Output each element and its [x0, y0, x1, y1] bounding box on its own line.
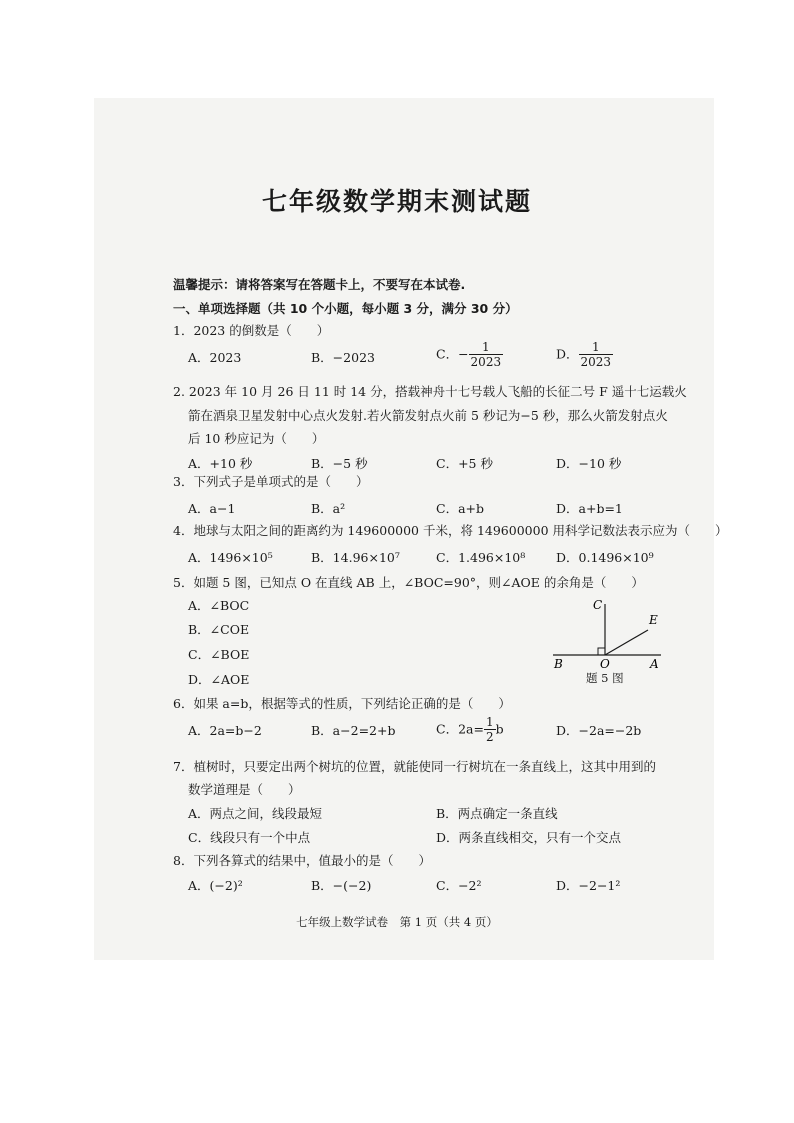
q3-option-a: A．a−1: [188, 501, 236, 516]
q1-option-d: [556, 340, 613, 369]
q8-stem: 8．下列各算式的结果中，值最小的是（ ）: [173, 853, 431, 868]
q5-option-a: A．∠BOC: [188, 598, 250, 613]
q7-option-d: D．两条直线相交，只有一个交点: [436, 830, 622, 845]
q7-line-2: 数学道理是（ ）: [188, 782, 301, 797]
q1-c-fraction: [469, 340, 504, 369]
label-e: E: [649, 613, 658, 627]
label-b: B: [554, 657, 563, 671]
ray-oe: [605, 630, 648, 655]
q2-option-d: D．−10 秒: [556, 456, 622, 471]
page-footer: 七年级上数学试卷 第 1 页（共 4 页）: [296, 915, 498, 929]
q1-option-a: A．2023: [188, 350, 242, 365]
q1-d-num: 1: [591, 340, 600, 354]
q4-option-b: B．14.96×10⁷: [311, 550, 400, 565]
q4-option-d: D．0.1496×10⁹: [556, 550, 654, 565]
q6-option-b: B．a−2=2+b: [311, 723, 396, 738]
q2-option-b: B．−5 秒: [311, 456, 368, 471]
q6-c-num: 1: [485, 715, 494, 729]
q6-option-d: D．−2a=−2b: [556, 723, 642, 738]
q1-d-label: D．: [556, 346, 579, 362]
q4-option-a: A．1496×10⁵: [188, 550, 273, 565]
q3-option-c: C．a+b: [436, 501, 484, 516]
q5-option-c: C．∠BOE: [188, 647, 250, 662]
q5-option-d: D．∠AOE: [188, 672, 250, 687]
q3-option-d: D．a+b=1: [556, 501, 623, 516]
q2-option-a: A．+10 秒: [188, 456, 253, 471]
q4-stem: 4．地球与太阳之间的距离约为 149600000 千米，将 149600000 用科学记数法表示应为（ ）: [173, 523, 728, 538]
q8-option-b: B．−(−2): [311, 878, 372, 893]
q1-option-c: [436, 340, 503, 369]
q7-option-a: A．两点之间，线段最短: [188, 806, 323, 821]
q2-line-2: 箭在酒泉卫星发射中心点火发射.若火箭发射点火前 5 秒记为−5 秒，那么火箭发射点火: [188, 408, 668, 423]
q5-figure-caption: 题 5 图: [586, 671, 624, 685]
q1-d-fraction: [579, 340, 614, 369]
q6-c-den: 2: [485, 730, 494, 744]
tip-text: 温馨提示：请将答案写在答题卡上，不要写在本试卷.: [173, 277, 466, 292]
q3-stem: 3．下列式子是单项式的是（ ）: [173, 474, 369, 489]
q7-option-c: C．线段只有一个中点: [188, 830, 311, 845]
q6-option-c: [436, 715, 504, 744]
q1-c-label: C．−: [436, 346, 469, 362]
q1-d-den: 2023: [580, 355, 612, 369]
q1-c-den: 2023: [470, 355, 502, 369]
q2-option-c: C．+5 秒: [436, 456, 493, 471]
page-title: 七年级数学期末测试题: [261, 187, 532, 216]
label-a: A: [650, 657, 659, 671]
q3-option-b: B．a²: [311, 501, 346, 516]
q1-stem: 1．2023 的倒数是（ ）: [173, 323, 330, 338]
q5-option-b: B．∠COE: [188, 622, 250, 637]
q6-c-fraction: [484, 715, 496, 744]
q7-option-b: B．两点确定一条直线: [436, 806, 558, 821]
q8-option-d: D．−2−1²: [556, 878, 621, 893]
q6-c-label: C．2a=: [436, 721, 484, 737]
q8-option-a: A．(−2)²: [188, 878, 243, 893]
q7-line-1: 7．植树时，只要定出两个树坑的位置，就能使同一行树坑在一条直线上，这其中用到的: [173, 759, 656, 774]
q2-line-1: 2. 2023 年 10 月 26 日 11 时 14 分，搭载神舟十七号载人飞船的长征二号 F 遥十七运载火: [173, 384, 687, 399]
q4-option-c: C．1.496×10⁸: [436, 550, 526, 565]
q1-c-num: 1: [482, 340, 490, 354]
q6-c-tail: b: [495, 721, 504, 737]
label-c: C: [593, 598, 603, 612]
q2-line-3: 后 10 秒应记为（ ）: [188, 431, 325, 446]
q6-stem: 6．如果 a=b，根据等式的性质，下列结论正确的是（ ）: [173, 696, 511, 711]
q1-option-b: B．−2023: [311, 350, 375, 365]
q6-option-a: A．2a=b−2: [188, 723, 262, 738]
section-heading: 一、单项选择题（共 10 个小题，每小题 3 分，满分 30 分）: [173, 301, 518, 316]
q5-stem: 5．如题 5 图，已知点 O 在直线 AB 上，∠BOC=90°，则∠AOE 的余角是（ ）: [173, 575, 644, 590]
right-angle-mark: [598, 648, 605, 655]
label-o: O: [600, 657, 610, 671]
q8-option-c: C．−2²: [436, 878, 482, 893]
